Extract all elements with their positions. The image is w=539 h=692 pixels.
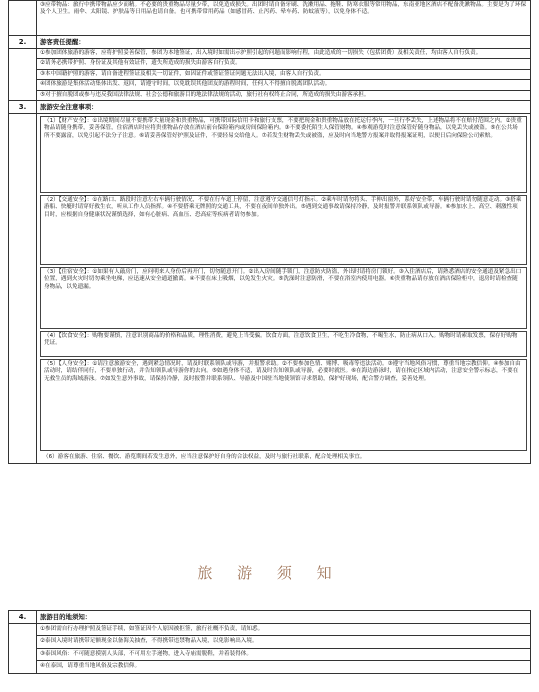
list-item: ②泰国入境时请携带足额现金以备海关抽查，不得携带违禁物品入境，以免影响出入境。: [37, 636, 530, 648]
list-item: ③泰国风俗：不可随意摸别人头部，不可用左手递物，进入寺庙需脱鞋，并着装得体。: [37, 649, 530, 661]
table-row: [9, 113, 530, 463]
row-number: 2.: [9, 36, 37, 48]
table-row: [9, 100, 530, 113]
safety-food: （4）【饮食安全】：购物要谨慎，注意识别商品的价格和品质，理性消费，避免上当受骗。饮食方面，注意饮食卫生，不吃生冷食物，不喝生水，防止病从口入。购物时请索取发票，保存好购物凭证。: [40, 331, 527, 357]
row-number: 3.: [9, 101, 37, 113]
top-table: [8, 0, 531, 464]
section-heading: 旅游目的地须知：: [40, 613, 92, 621]
list-item: ⑤对于擅自脱团或参与违反我国法律法规、社会公德和旅游目的地法律法规的活动，旅行社有权终止合同，所造成的损失由游客承担。: [40, 91, 370, 98]
section-title: 旅 游 须 知: [197, 564, 342, 582]
safety-traffic: （2）【交通安全】：①在路口、路段时注意左右车辆行驶情况，不要在行车道上停留，注意遵守交通信号灯指示。②乘车时请勿将头、手伸出窗外，系好安全带，车辆行驶时请勿随意走动。③搭乘游船、快艇时请穿好救生衣，听从工作人员指挥。④不要搭乘无牌照的交通工具，不要在夜间单独外出。⑤遇到交通事故请保持冷静，及时报警并联系领队或导游。⑥参加水上、高空、刺激性项目时，应根据自身健康状况谨慎选择，如有心脏病、高血压、恐高症等疾病者请勿参加。: [40, 195, 527, 265]
safety-blocks: [37, 114, 530, 463]
list-item: ③本中国籍护照的游客，请自备进程签证及相关一切证件，如因证件或签证签证问题无法出入境，由客人自行负责。: [37, 70, 530, 80]
row-number: 4.: [9, 611, 37, 623]
list-item: ①参加团体旅游的游客，应将护照妥善保管，参团为本地签证，出入境时如需出示护照引起的问题而影响行程，由此造成的一切损失（包括团费）及相关责任，均由客人自行负责。: [37, 49, 530, 59]
table-row: [9, 611, 530, 623]
responsibility-list: [37, 49, 530, 100]
list-item: ①参团需自行办理护照及签证手续，如签证因个人原因被拒签，旅行社概不负责，请知悉。: [37, 624, 530, 636]
safety-personal: （5）【人身安全】：①请注意旅游安全，遇到紧急情况时，请及时联系领队或导游，并报警求助。②不要参加色情、赌博、吸毒等违法活动。③遵守当地风俗习惯，尊重当地宗教信仰。④参加自由活动时，请结伴同行，不要单独行动，并告知领队或导游你的去向。⑤如遇身体不适，请及时告知领队或导游，必要时就医。⑥在海边游泳时，请在指定区域内活动，注意安全警示标志，不要在无救生员的海域游泳。⑦如发生意外事故，请保持冷静，及时报警并联系领队、导游及中国驻当地使领馆寻求帮助，保护好现场，配合警方调查，妥善处理。: [40, 359, 527, 451]
list-item: ④团体旅游是集体活动集体出发、返回，请遵守时间，以免耽误其他团友的游程时间，任何人不得擅自脱离团队活动。: [37, 80, 530, 90]
safety-lodging: （3）【住宿安全】：①如果有人敲房门，应问明来人身份后再开门，切勿随意开门。②出入房间随手锁门，注意防火防盗，外出时请将房门锁好。③入住酒店后，请熟悉酒店的安全通道及紧急出口位置，遇到火灾时切勿乘坐电梯，应迅速从安全通道撤离。④不要在床上吸烟，以免发生火灾。⑤洗澡时注意防滑，不要在浴室内使用电器。⑥贵重物品请存放在酒店保险柜中，退房时请检查随身物品，以免遗漏。: [40, 267, 527, 329]
table-row: [9, 623, 530, 673]
section-heading: 旅游安全注意事项：: [40, 103, 98, 112]
safety-note: （6）游客在旅游、住宿、餐饮、游览期间若发生意外，应当注意保护好自身的合法权益，及时与旅行社联系，配合处理相关事宜。: [43, 454, 366, 461]
notice-list: [37, 624, 530, 673]
table-row: [9, 1, 530, 35]
row-number: [9, 1, 37, 35]
table-row: [9, 48, 530, 100]
safety-property: （1）【财产安全】：①出境期间尽量不要携带大量现金和贵重物品，可携带国际信用卡和旅行支票，不要把现金和贵重物品放在托运行李内，一旦行李丢失，上述物品将不在赔付范围之内。②贵重物品请随身携带，妥善保管，住宿酒店时应将贵重物品存放在酒店前台保险箱内或房间保险箱内。③不要委托陌生人保管财物。④参观游览时注意保管好随身物品，以免丢失或被盗。⑤在公共场所不要露富，以免引起不法分子注意。⑥请妥善保管好护照及证件，不要轻易交给他人。⑦若发生财物丢失或被盗，应及时向当地警方报案并取得报案证明，以便日后向保险公司索赔。: [40, 116, 527, 193]
bottom-table: [8, 610, 531, 674]
section-heading: 游客责任提醒：: [40, 38, 85, 46]
row-text: ③应带物品：旅行中携带物品应少而精。不必要的贵重物品尽量少带，以免造成损失。出团时请自备牙刷、洗漱用品、拖鞋、防寒衣服等常用物品，东南亚地区酒店不配备洗漱物品。主要是为了环保及个人卫生。雨伞、太阳镜、护肤品等日用品也请自备。也可携带常用药品（如感冒药、止泻药、晕车药、防蚊液等），以免身体不适。: [40, 2, 527, 16]
list-item: ④在泰国，请尊重当地风俗及宗教信仰。: [40, 663, 141, 670]
table-row: [9, 35, 530, 48]
list-item: ②请务必携带护照、身份证及其他有效证件，遗失所造成的损失由游客自行负责。: [37, 59, 530, 69]
